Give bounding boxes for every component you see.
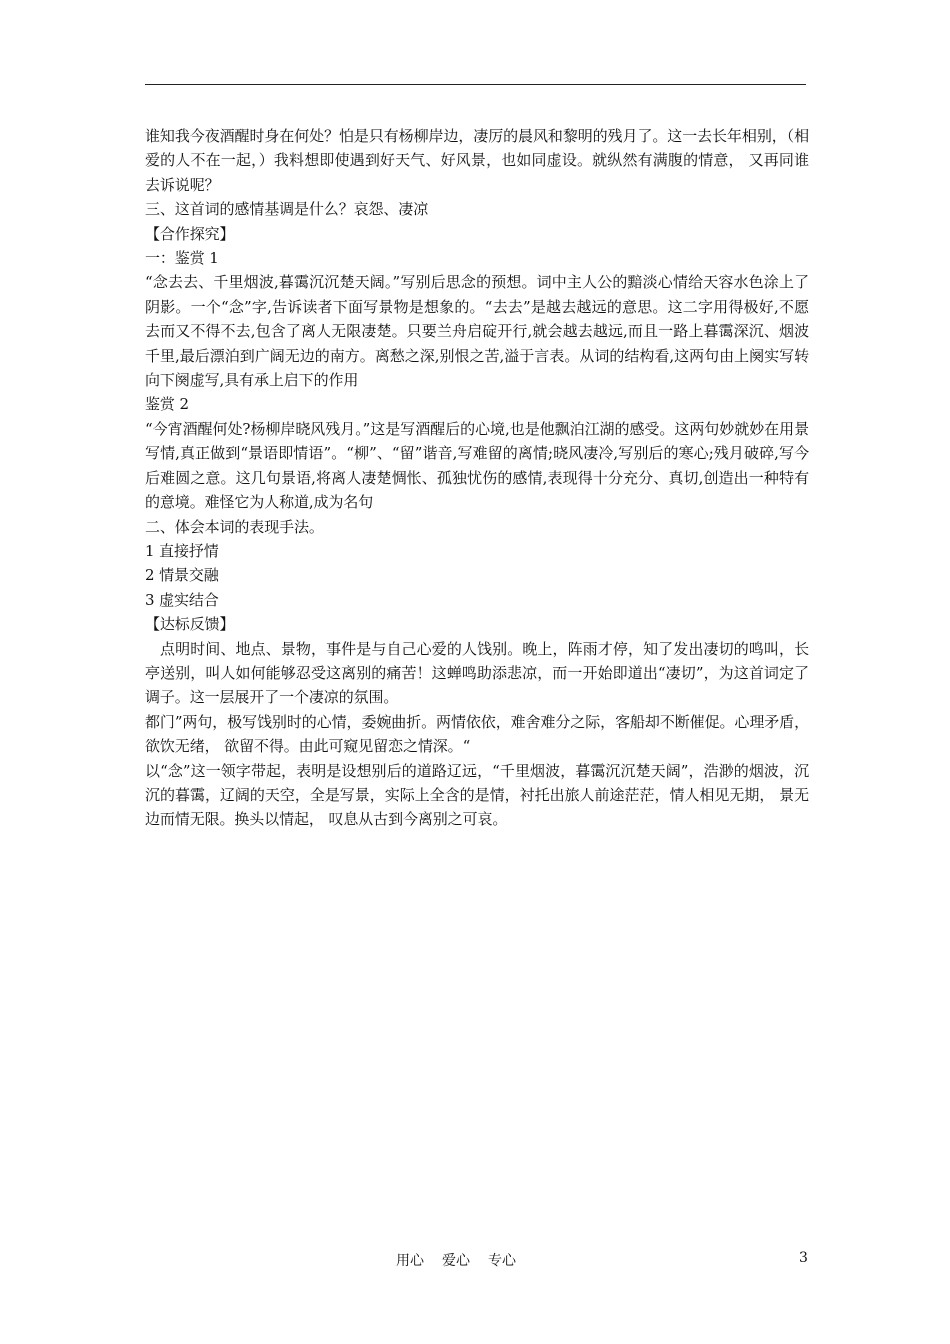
section-heading-feedback: 【达标反馈】 [145,615,235,634]
technique-item-1: 1 直接抒情 [145,541,219,560]
appreciation-1-text: “念去去、千里烟波,暮霭沉沉楚天阔。”写别后思念的预想。词中主人公的黯淡心情给天容水色涂上了阴影。一个“念”字,告诉读者下面写景物是想象的。“去去”是越去越远的意思。这二字用得极好,不愿去而又不得不去,包含了离人无限凄楚。只要兰舟启碇开行,就会越去越远,而且一路上暮霭深沉、烟波千里,最后漂泊到广阔无边的南方。离愁之深,别恨之苦,溢于言表。从词的结构看,这两句由上阕实写转向下阕虚写,具有承上启下的作用 [145,273,809,390]
page-number: 3 [799,1250,808,1266]
technique-item-2: 2 情景交融 [145,566,219,585]
appreciation-2-heading: 鉴赏 2 [145,395,189,414]
feedback-paragraph-1: 点明时间、地点、景物，事件是与自己心爱的人饯别。晚上，阵雨才停，知了发出凄切的鸣叫，长亭送别，叫人如何能够忍受这离别的痛苦！这蝉鸣助添悲凉，而一开始即道出“凄切”，为这首词定了调子。这一层展开了一个凄凉的氛围。 [145,639,809,707]
footer-motto-2: 爱心 [442,1253,470,1269]
appreciation-2-text: “今宵酒醒何处?杨柳岸晓风残月。”这是写酒醒后的心境,也是他飘泊江湖的感受。这两句妙就妙在用景写情,真正做到“景语即情语”。“柳”、“留”谐音,写难留的离情;晓风凄冷,写别后的寒心;残月破碎,写今后难圆之意。这几句景语,将离人凄楚惆怅、孤独忧伤的感情,表现得十分充分、真切,创造出一种特有的意境。难怪它为人称道,成为名句 [145,419,809,512]
footer-motto-1: 用心 [396,1253,424,1269]
footer-motto-3: 专心 [488,1253,516,1269]
question-2-techniques: 二、体会本词的表现手法。 [145,517,324,536]
header-rule [145,84,806,85]
page-footer [0,1250,950,1270]
document-body [145,124,809,832]
appreciation-1-heading: 一：鉴赏 1 [145,249,219,268]
paragraph-translation: 谁知我今夜酒醒时身在何处？怕是只有杨柳岸边，凄厉的晨风和黎明的残月了。这一去长年相别，（相爱的人不在一起，）我料想即使遇到好天气、好风景，也如同虚设。就纵然有满腹的情意， 又再同谁去诉说呢？ [145,127,809,194]
technique-item-3: 3 虚实结合 [145,590,219,609]
section-heading-cooperative-inquiry: 【合作探究】 [145,224,235,243]
feedback-paragraph-2: 都门”两句，极写饯别时的心情，委婉曲折。两情依依，难舍难分之际，客船却不断催促。心理矛盾， 欲饮无绪， 欲留不得。由此可窥见留恋之情深。“ [145,712,809,756]
footer-motto [396,1250,534,1270]
feedback-paragraph-3: 以“念”这一领字带起，表明是设想别后的道路辽远，“千里烟波，暮霭沉沉楚天阔”，浩渺的烟波，沉沉的暮霭，辽阔的天空，全是写景，实际上全含的是情，衬托出旅人前途茫茫，情人相见无期， 景无边而情无限。换头以情起， 叹息从古到今离别之可哀。 [145,761,809,829]
question-3-tone: 三、这首词的感情基调是什么？哀怨、凄凉 [145,200,429,219]
